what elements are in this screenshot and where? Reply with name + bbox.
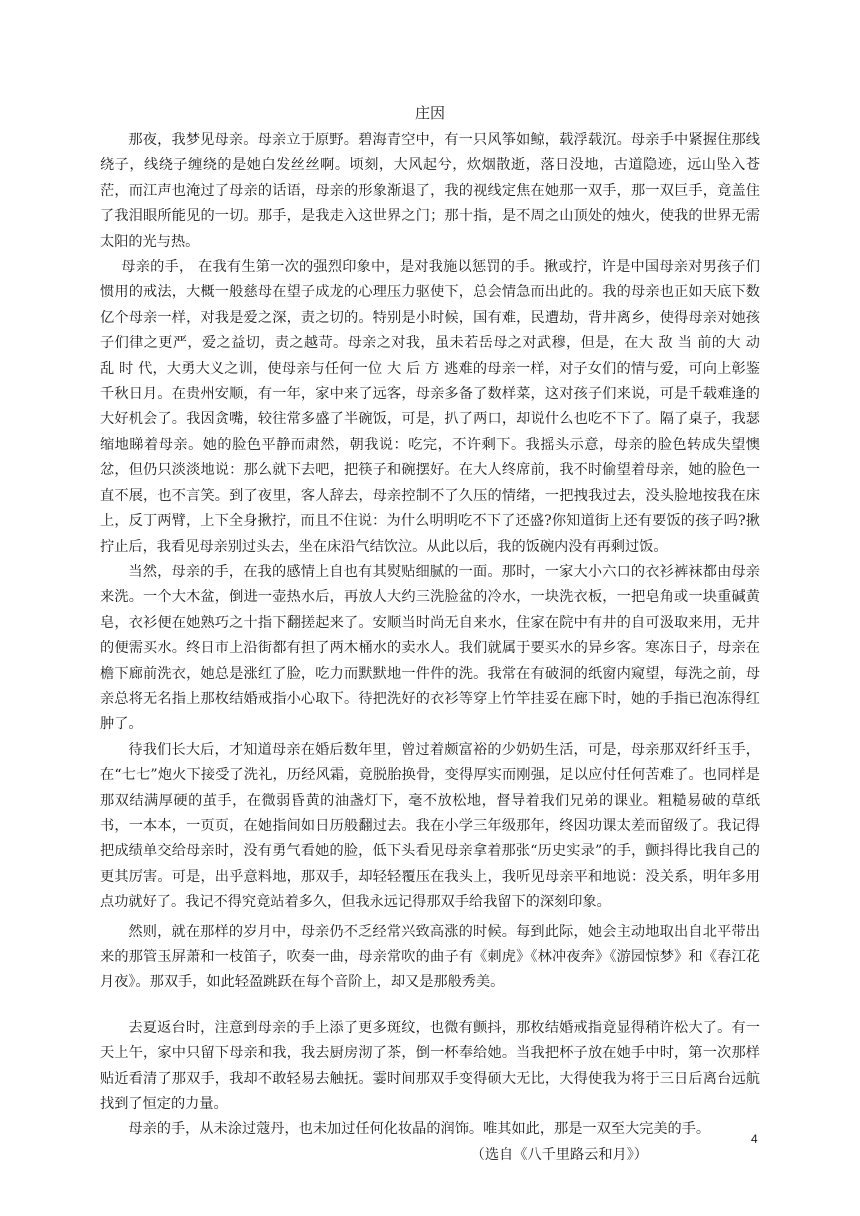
source-citation: （选自《八千里路云和月》） xyxy=(470,1146,648,1163)
paragraph-1: 那夜，我梦见母亲。母亲立于原野。碧海青空中，有一只风筝如鲸，载浮载沉。母亲手中紧握住那线绕子，线绕子缠绕的是她白发丝丝啊。顷刻，大风起兮，炊烟散逝，落日没地，古道隐迹，远山坠入苍茫，而江声也淹过了母亲的话语，母亲的形象渐退了，我的视线定焦在她那一双手，那一双巨手，竟盖住了我泪眼所能见的一切。那手，是我走入这世界之门；那十指，是不周之山顶处的烛火，使我的世界无需太阳的光与热。 xyxy=(100,132,760,250)
paragraph-7: 母亲的手，从未涂过蔻丹，也未加过任何化妆晶的润饰。唯其如此，那是一双至大完美的手。 xyxy=(128,1121,711,1138)
paragraph-5: 然则，就在那样的岁月中，母亲仍不乏经常兴致高涨的时候。每到此际，她会主动地取出自北平带出来的那管玉屏萧和一枝笛子，吹奏一曲，母亲常吹的曲子有《刺虎》《林冲夜奔》《游园惊梦》和《春江花月夜》。那双手，如此轻盈跳跃在每个音阶上，却又是那般秀美。 xyxy=(100,923,760,991)
paragraph-6: 去夏返台时，注意到母亲的手上添了更多斑纹，也微有颤抖，那枚结婚戒指竟显得稍许松大了。有一天上午，家中只留下母亲和我，我去厨房沏了茶，倒一杯奉给她。当我把杯子放在她手中时，第一次那样贴近看清了那双手，我却不敢轻易去触抚。霎时间那双手变得硕大无比，大得使我为将于三日后离台远航找到了恒定的力量。 xyxy=(100,1019,760,1113)
author-name: 庄因 xyxy=(414,104,445,122)
paragraph-3: 当然，母亲的手，在我的感情上自也有其熨贴细腻的一面。那时，一家大小六口的衣衫裤袜都由母亲来洗。一个大木盆，倒进一壶热水后，再放人大约三洗脸盆的冷水，一块洗衣板，一把皂角或一块重碱黄皂，衣衫便在她熟巧之十指下翻搓起来了。安顺当时尚无自来水，住家在院中有井的自可汲取来用，无井的便需买水。终日市上沿街都有担了两木桶水的卖水人。我们就属于要买水的异乡客。寒冻日子，母亲在檐下廊前洗衣，她总是涨红了脸，吃力而默默地一件件的洗。我常在有破洞的纸窗内窥望，每洗之前，母亲总将无名指上那枚结婚戒指小心取下。待把洗好的衣衫等穿上竹竿挂妥在廊下时，她的手指已泡冻得红肿了。 xyxy=(100,563,760,733)
essay-body xyxy=(100,128,760,1168)
page-number: 4 xyxy=(751,1132,758,1146)
paragraph-2: 母亲的手， 在我有生第一次的强烈印象中，是对我施以惩罚的手。揪或拧，许是中国母亲对男孩子们惯用的戒法，大概一般慈母在望子成龙的心理压力驱使下，总会情急而出此的。我的母亲也正如天底下数亿个母亲一样，对我是爱之深，责之切的。特别是小时候，国有难，民遭劫，背井离乡，使得母亲对她孩子们律之更严，爱之益切，责之越苛。母亲之对我，虽未若岳母之对武穆，但是，在大 敌 当 前的大 动 乱 时 代，大勇大义之训，使母亲与任何一位 大 后 方 逃难的母亲一样，对子女们的情与爱，可向上彰鉴千秋日月。在贵州安顺，有一年，家中来了远客，母亲多备了数样菜，这对孩子们来说，可是千载难逢的大好机会了。我因贪嘴，较往常多盛了半碗饭，可是，扒了两口，却说什么也吃不下了。隔了桌子，我瑟缩地睇着母亲。她的脸色平静而肃然，朝我说：吃完，不许剩下。我摇头示意，母亲的脸色转成失望懊忿，但仍只淡淡地说：那么就下去吧，把筷子和碗摆好。在大人终席前，我不时偷望着母亲，她的脸色一直不展，也不言笑。到了夜里，客人辞去，母亲控制不了久压的情绪，一把拽我过去，没头脸地按我在床上，反丁两臂，上下全身揪拧，而且不住说：为什么明明吃不下了还盛?你知道街上还有要饭的孩子吗?揪拧止后，我看见母亲别过头去，坐在床沿气结饮泣。从此以后，我的饭碗内没有再剩过饭。 xyxy=(100,259,760,555)
paragraph-4: 待我们长大后，才知道母亲在婚后数年里，曾过着颇富裕的少奶奶生活，可是，母亲那双纤纤玉手，在“七七”炮火下接受了洗礼，历经风霜，竟脱胎换骨，变得厚实而刚强，足以应付任何苦难了。也同样是那双结满厚硬的茧手，在微弱昏黄的油盏灯下，毫不放松地，督导着我们兄弟的课业。粗糙易破的草纸书，一本本，一页页，在她指间如日历般翻过去。我在小学三年级那年，终因功课太差而留级了。我记得把成绩单交给母亲时，没有勇气看她的脸，低下头看见母亲拿着那张“历史实录”的手，颤抖得比我自己的更其厉害。可是，出乎意料地，那双手，却轻轻覆压在我头上，我听见母亲平和地说：没关系，明年多用点功就好了。我记不得究竟站着多久，但我永远记得那双手给我留下的深刻印象。 xyxy=(100,741,760,911)
